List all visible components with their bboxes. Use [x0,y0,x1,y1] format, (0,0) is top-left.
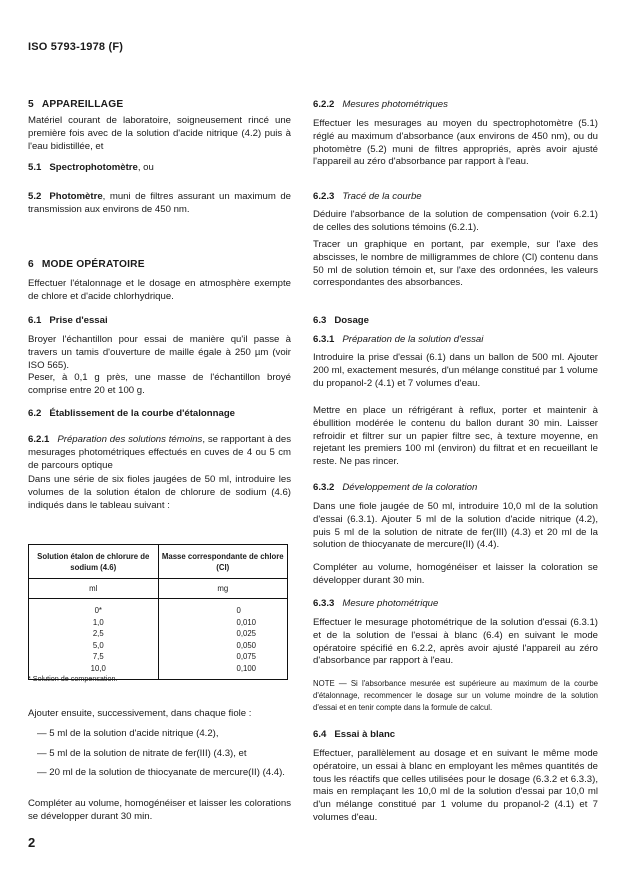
table-cell: 1,0 [92,617,104,627]
table-cell: 0,010 [158,617,288,629]
table-unit-row [29,579,288,599]
section-6-1-text: Broyer l'échantillon pour essai de manière qu'il passe à travers un tamis d'ouverture de maille égale à 250 µm (voir ISO 565). [28,334,291,371]
section-6-2-3-text-2: Tracer un graphique en portant, par exemple, sur l'axe des abscisses, le nombre de milligrammes de chlore (Cl) contenu dans 50 ml de solution témoin et, sur l'axe des ordonnées, les valeurs correspondantes des absorbances. [313,239,598,289]
section-6-3-2-text: Dans une fiole jaugée de 50 ml, introduire 10,0 ml de la solution d'essai (6.3.1). Ajouter 5 ml de la solution d'acide nitrique (4.2), puis 5 ml de la solution de nitrate de fer(III) (4.3) et 20 ml de la solution de thiocyanate de mercure(II) (4.4). [313,501,598,551]
section-5-1 [28,162,291,175]
table-row [29,599,288,617]
section-5-text: Matériel courant de laboratoire, soigneusement rincé une première fois avec de la solution d'acide nitrique (4.2) puis à l'eau bidistillée, et [28,115,291,152]
list-item: — 20 ml de la solution de thiocyanate de mercure(II) (4.4). [37,767,285,778]
table-unit: ml [29,579,159,599]
section-6-2-1 [28,434,291,472]
section-6-2-3-heading [313,191,598,204]
section-number: 6.2 [28,408,42,419]
document-header: ISO 5793-1978 (F) [28,41,124,53]
table-cell: 7,5 [92,652,104,661]
section-number: 6.3.1 [313,334,335,345]
table-row [29,617,288,629]
table-footnote: * Solution de compensation. [28,674,118,683]
section-6-3-heading [313,315,598,328]
section-6-heading [28,259,291,272]
table-cell: 2,5 [92,629,104,638]
section-number: 6.3 [313,315,327,326]
section-6-3-2-heading [313,482,598,495]
section-text: , muni de filtres assurant un maximum de transmission aux environs de 450 nm. [28,191,291,215]
section-title: Tracé de la courbe [342,191,422,202]
section-title: Mesure photométrique [342,598,439,609]
section-title: MODE OPÉRATOIRE [41,259,145,270]
section-title: Spectrophotomètre [49,162,138,173]
note: NOTE — Si l'absorbance mesurée est supérieure au maximum de la courbe d'étalonnage, recommencer le dosage sur un volume moindre de la solution d'essai et en tenir compte dans la formule de calcul. [313,679,598,712]
section-6-3-1-text: Introduire la prise d'essai (6.1) dans un ballon de 500 ml. Ajouter 200 ml, exactement mesurés, d'un mélange constitué par 1 volume du propanol-2 (4.1) et 7 volumes d'eau. [313,352,598,389]
section-6-2-2-heading [313,99,598,112]
section-5-2 [28,191,291,217]
section-title: Photomètre [49,191,103,202]
section-6-3-3-text: Effectuer le mesurage photométrique de la solution d'essai (6.3.1) et de la solution de l'essai à blanc (6.4) en suivant le mode opératoire spécifié en 6.2.2, après avoir ajusté l'appareil au zéro d'absorbance par rapport à l'eau. [313,617,598,667]
section-6-2-heading [28,408,291,421]
page-number: 2 [28,835,36,850]
section-6-3-2-text-2: Compléter au volume, homogénéiser et laisser la coloration se développer durant 30 min. [313,562,598,586]
section-6-2-2-text: Effectuer les mesurages au moyen du spectrophotomètre (5.1) réglé au maximum d'absorbance (aux environs de 450 nm), ou du photomètre (5.2) muni de filtres appropriés, après avoir ajusté l'appareil au zéro d'absorbance par rapport à l'eau. [313,118,598,168]
table-cell: 10,0 [90,663,106,673]
table-header-row [29,545,288,579]
section-number: 6.3.2 [313,482,335,493]
table-cell: 0,025 [158,628,288,640]
section-title: Développement de la coloration [342,482,478,493]
section-number: 6.2.2 [313,99,335,110]
section-6-3-3-heading [313,598,598,611]
section-6-1-text-2: Peser, à 0,1 g près, une masse de l'échantillon broyé comprise entre 20 et 100 g. [28,372,291,396]
table-row [29,651,288,663]
section-6-2-3-text: Déduire l'absorbance de la solution de compensation (voir 6.2.1) de celles des solutions témoins (6.2.1). [313,209,598,233]
section-6-4-heading [313,729,598,742]
section-number: 6.2.1 [28,434,50,445]
section-5-heading [28,99,291,112]
section-6-2-1-text: Dans une série de six fioles jaugées de 50 ml, introduire les volumes de la solution étalon de chlorure de sodium (4.6) indiqués dans le tableau suivant : [28,474,291,511]
table-cell: 0,100 [158,663,288,680]
section-title: Prise d'essai [49,315,108,326]
table-header: Solution étalon de chlorure de sodium (4.6) [29,545,159,579]
section-text: , ou [137,162,154,173]
calibration-table [28,544,288,680]
section-number: 5.2 [28,191,42,202]
section-title: Dosage [334,315,369,326]
table-cell: 0 [158,599,288,617]
section-6-4-text: Effectuer, parallèlement au dosage et en suivant le même mode opératoire, un essai à blanc en employant les mêmes quantités de tous les réactifs que celles utilisées pour le dosage (6.3.2 et 6.3.3), mais en remplaçant les 10,0 ml de la solution d'essai par 10,0 ml d'un mélange constitué par 1 volume du propanol-2 (4.1) et 7 volumes d'eau. [313,748,598,823]
section-title: Préparation des solutions témoins [57,434,203,445]
section-text: , se rapportant à des mesurages photométriques effectués en cuves de 4 ou 5 cm de parcours optique [28,434,291,471]
add-text: Ajouter ensuite, successivement, dans chaque fiole : [28,708,252,719]
section-number: 6.2.3 [313,191,335,202]
table-row [29,640,288,652]
section-number: 6 [28,259,34,270]
section-title: Établissement de la courbe d'étalonnage [49,408,236,419]
table-cell: 0,050 [158,640,288,652]
section-title: APPAREILLAGE [41,99,124,110]
table-cell: 0* [94,606,102,615]
section-title: Préparation de la solution d'essai [342,334,484,345]
complete-text: Compléter au volume, homogénéiser et laisser les colorations se développer durant 30 min. [28,798,291,822]
section-number: 6.3.3 [313,598,335,609]
section-title: Mesures photométriques [342,99,448,110]
table-cell: 0,075 [158,651,288,663]
table-cell: 5,0 [92,640,104,650]
section-6-3-1-heading [313,334,598,347]
table-header: Masse correspondante de chlore (Cl) [158,545,288,579]
section-number: 6.1 [28,315,42,326]
section-number: 5 [28,99,34,110]
list-item: — 5 ml de la solution d'acide nitrique (4.2), [37,728,219,739]
section-title: Essai à blanc [334,729,396,740]
section-6-3-1-text-2: Mettre en place un réfrigérant à reflux, porter et maintenir à ébullition modérée le contenu du ballon durant 30 min. Laisser refroidir et filtrer sur un papier filtre sec, à texture moyenne, en rejetant les premiers 100 ml (environ) du filtrat et en recueillant le reste. Ne pas rincer. [313,405,598,468]
table-unit: mg [158,579,288,599]
section-number: 5.1 [28,162,42,173]
section-6-text: Effectuer l'étalonnage et le dosage en atmosphère exempte de chlore et d'acide chlorhydrique. [28,278,291,302]
section-6-1-heading [28,315,291,328]
list-item: — 5 ml de la solution de nitrate de fer(III) (4.3), et [37,748,247,759]
table-row [29,628,288,640]
section-number: 6.4 [313,729,327,740]
